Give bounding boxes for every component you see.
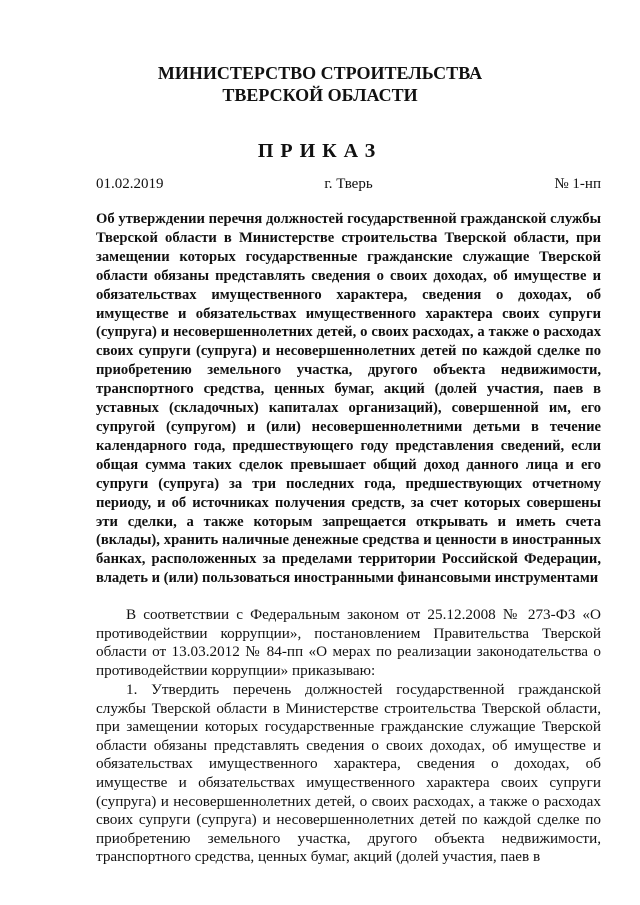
document-number: № 1-нп [554,176,601,192]
document-subject: Об утверждении перечня должностей государственной гражданской службы Тверской области в Министерстве строительства Тверской области, при замещении которых государственные гражданские служащие Тверской области обязаны представлять сведения о своих доходах, об имуществе и обязательствах имущественного характера, сведения о доходах, об имуществе и обязательствах имущественного характера своих супруги (супруга) и несовершеннолетних детей, о своих расходах, а также о расходах своих супруги (супруга) и несовершеннолетних детей по каждой сделке по приобретению земельного участка, другого объекта недвижимости, транспортного средства, ценных бумаг, акций (долей участия, паев в уставных (складочных) капиталах организаций), совершенной им, его супругой (супругом) и (или) несовершеннолетними детьми в течение календарного года, предшествующего году представления сведений, если общая сумма таких сделок превышает общий доход данного лица и его супруги (супруга) за три последних года, предшествующих отчетному периоду, и об источниках получения средств, за счет которых совершены эти сделки, а также которым запрещается открывать и иметь счета (вклады), хранить наличные денежные средства и ценности в иностранных банках, расположенных за пределами территории Российской Федерации, владеть и (или) пользоваться иностранными финансовыми инструментами [96,211,601,587]
preamble-paragraph: В соответствии с Федеральным законом от 25.12.2008 № 273-ФЗ «О противодействии коррупции», постановлением Правительства Тверской области от 13.03.2012 № 84-пп «О мерах по реализации законодательства о противодействии коррупции» приказываю: [96,606,601,679]
ministry-name-line1: МИНИСТЕРСТВО СТРОИТЕЛЬСТВА [157,63,483,83]
ministry-heading [0,62,640,106]
document-date: 01.02.2019 [96,176,164,192]
clause-1-paragraph: 1. Утвердить перечень должностей государственной гражданской службы Тверской области в Министерстве строительства Тверской области, при замещении которых государственные гражданские служащие Тверской области обязаны представлять сведения о своих доходах, об имуществе и обязательствах имущественного характера, сведения о доходах, об имуществе и обязательствах имущественного характера своих супруги (супруга) и несовершеннолетних детей, о своих расходах, а также о расходах своих супруги (супруга) и несовершеннолетних детей по каждой сделке по приобретению земельного участка, другого объекта недвижимости, транспортного средства, ценных бумаг, акций (долей участия, паев в [96,681,601,866]
document-meta-row [96,176,601,196]
ministry-name-line2: ТВЕРСКОЙ ОБЛАСТИ [222,85,418,105]
document-type-title: ПРИКАЗ [257,140,383,162]
document-city: г. Тверь [324,176,373,192]
